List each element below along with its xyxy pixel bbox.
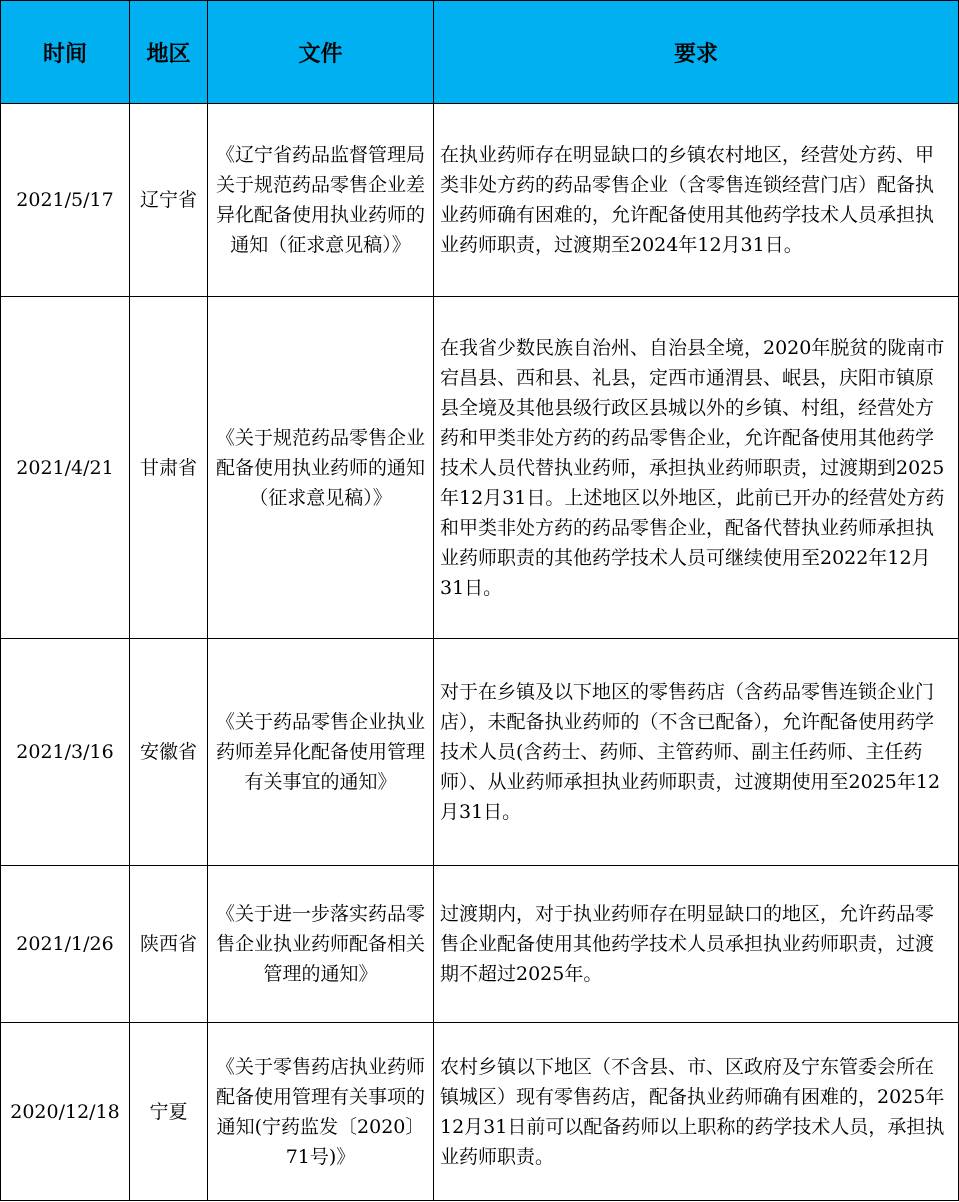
row-document: 《关于零售药店执业药师配备使用管理有关事项的通知(宁药监发〔2020〕71号)》 [208,1023,434,1201]
header-document: 文件 [208,1,434,104]
table-row [1,1023,959,1201]
row-document: 《关于进一步落实药品零售企业执业药师配备相关管理的通知》 [208,866,434,1023]
row-requirement: 对于在乡镇及以下地区的零售药店（含药品零售连锁企业门店），未配备执业药师的（不含已配备），允许配备使用药学技术人员(含药士、药师、主管药师、副主任药师、主任药师）、从业药师承担执业药师职责，过渡期使用至2025年12月31日。 [434,639,959,866]
row-region: 宁夏 [130,1023,208,1201]
row-date: 2021/4/21 [1,297,130,639]
row-requirement: 过渡期内，对于执业药师存在明显缺口的地区，允许药品零售企业配备使用其他药学技术人员承担执业药师职责，过渡期不超过2025年。 [434,866,959,1023]
header-row [1,1,959,104]
row-region: 甘肃省 [130,297,208,639]
table-row [1,639,959,866]
row-requirement: 在执业药师存在明显缺口的乡镇农村地区，经营处方药、甲类非处方药的药品零售企业（含零售连锁经营门店）配备执业药师确有困难的，允许配备使用其他药学技术人员承担执业药师职责，过渡期至2024年12月31日。 [434,104,959,297]
row-document: 《关于药品零售企业执业药师差异化配备使用管理有关事宜的通知》 [208,639,434,866]
header-time: 时间 [1,1,130,104]
row-document: 《辽宁省药品监督管理局关于规范药品零售企业差异化配备使用执业药师的通知（征求意见稿）》 [208,104,434,297]
header-region: 地区 [130,1,208,104]
row-region: 陕西省 [130,866,208,1023]
row-region: 辽宁省 [130,104,208,297]
row-date: 2021/5/17 [1,104,130,297]
row-requirement: 农村乡镇以下地区（不含县、市、区政府及宁东管委会所在镇城区）现有零售药店，配备执业药师确有困难的，2025年12月31日前可以配备药师以上职称的药学技术人员，承担执业药师职责。 [434,1023,959,1201]
row-region: 安徽省 [130,639,208,866]
row-date: 2021/3/16 [1,639,130,866]
table-row [1,104,959,297]
table-row [1,866,959,1023]
row-requirement: 在我省少数民族自治州、自治县全境，2020年脱贫的陇南市宕昌县、西和县、礼县，定西市通渭县、岷县，庆阳市镇原县全境及其他县级行政区县城以外的乡镇、村组，经营处方药和甲类非处方药的药品零售企业，允许配备使用其他药学技术人员代替执业药师，承担执业药师职责，过渡期到2025年12月31日。上述地区以外地区，此前已开办的经营处方药和甲类非处方药的药品零售企业，配备代替执业药师承担执业药师职责的其他药学技术人员可继续使用至2022年12月31日。 [434,297,959,639]
row-document: 《关于规范药品零售企业配备使用执业药师的通知（征求意见稿）》 [208,297,434,639]
header-requirement: 要求 [434,1,959,104]
table-row [1,297,959,639]
row-date: 2021/1/26 [1,866,130,1023]
row-date: 2020/12/18 [1,1023,130,1201]
